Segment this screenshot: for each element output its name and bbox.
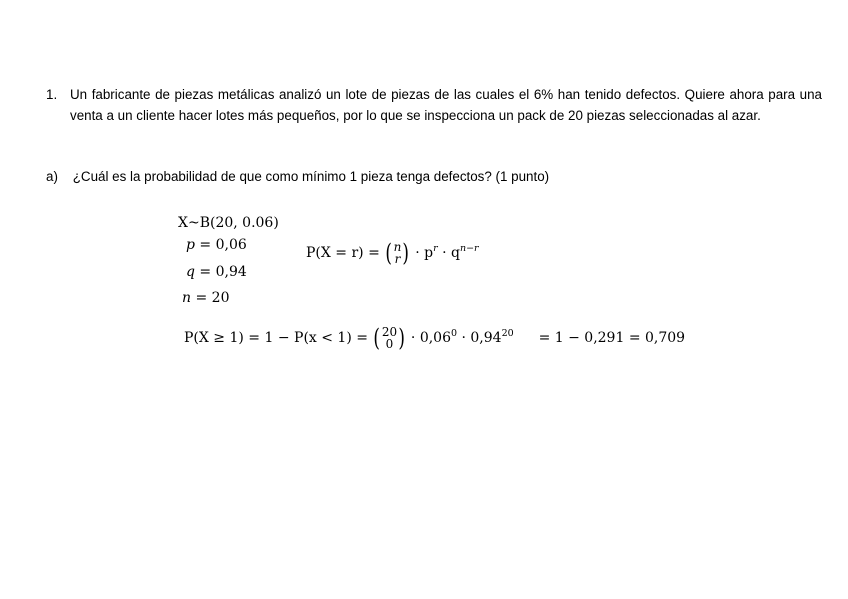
binom-top-20: 20: [381, 325, 398, 339]
binom-top-n: n: [393, 240, 402, 254]
q-value: = 0,94: [199, 264, 247, 280]
n-definition: [182, 289, 229, 307]
p-definition: [186, 236, 247, 254]
result-term-q: · 0,94: [461, 330, 502, 346]
formula-exp-nr: n−r: [459, 243, 479, 254]
problem-statement: [46, 85, 822, 126]
q-definition: [186, 263, 247, 281]
question-a: [46, 167, 549, 187]
formula-p-term: · p: [415, 245, 434, 261]
binom-bottom-0: 0: [385, 337, 394, 351]
binomial-coefficient-nr: ( n r ): [385, 239, 410, 267]
binomial-formula: [306, 241, 479, 265]
result-final: = 1 − 0,291 = 0,709: [538, 330, 686, 346]
result-lhs: P(X ≥ 1) = 1 − P(x < 1) =: [184, 330, 368, 346]
binomial-coefficient-20-0: ( 20 0 ): [373, 324, 406, 352]
problem-text: Un fabricante de piezas metálicas analizó un lote de piezas de las cuales el 6% han tenido defectos. Quiere ahora para una venta a un cliente hacer lotes más pequeños, por lo que se inspecciona un pack de 20 piezas seleccionadas al azar.: [70, 87, 822, 123]
problem-number: 1.: [46, 87, 58, 102]
result-term-p: · 0,06: [410, 330, 451, 346]
formula-lhs: P(X = r) =: [306, 245, 380, 261]
distribution-expression: X~B(20, 0.06): [178, 215, 279, 231]
result-formula: [184, 326, 685, 350]
formula-q-term: · q: [442, 245, 460, 261]
q-variable: q: [186, 264, 195, 280]
p-variable: p: [186, 237, 195, 253]
binom-bottom-r: r: [394, 252, 401, 266]
question-a-text: ¿Cuál es la probabilidad de que como mínimo 1 pieza tenga defectos? (1 punto): [72, 169, 550, 184]
n-value: = 20: [195, 290, 230, 306]
formula-exp-r: r: [433, 243, 438, 254]
distribution-line: [178, 214, 279, 232]
n-variable: n: [182, 290, 192, 306]
result-exp-20: 20: [501, 328, 514, 339]
result-exp-0: 0: [451, 328, 458, 339]
question-a-label: a): [46, 169, 58, 184]
p-value: = 0,06: [199, 237, 247, 253]
